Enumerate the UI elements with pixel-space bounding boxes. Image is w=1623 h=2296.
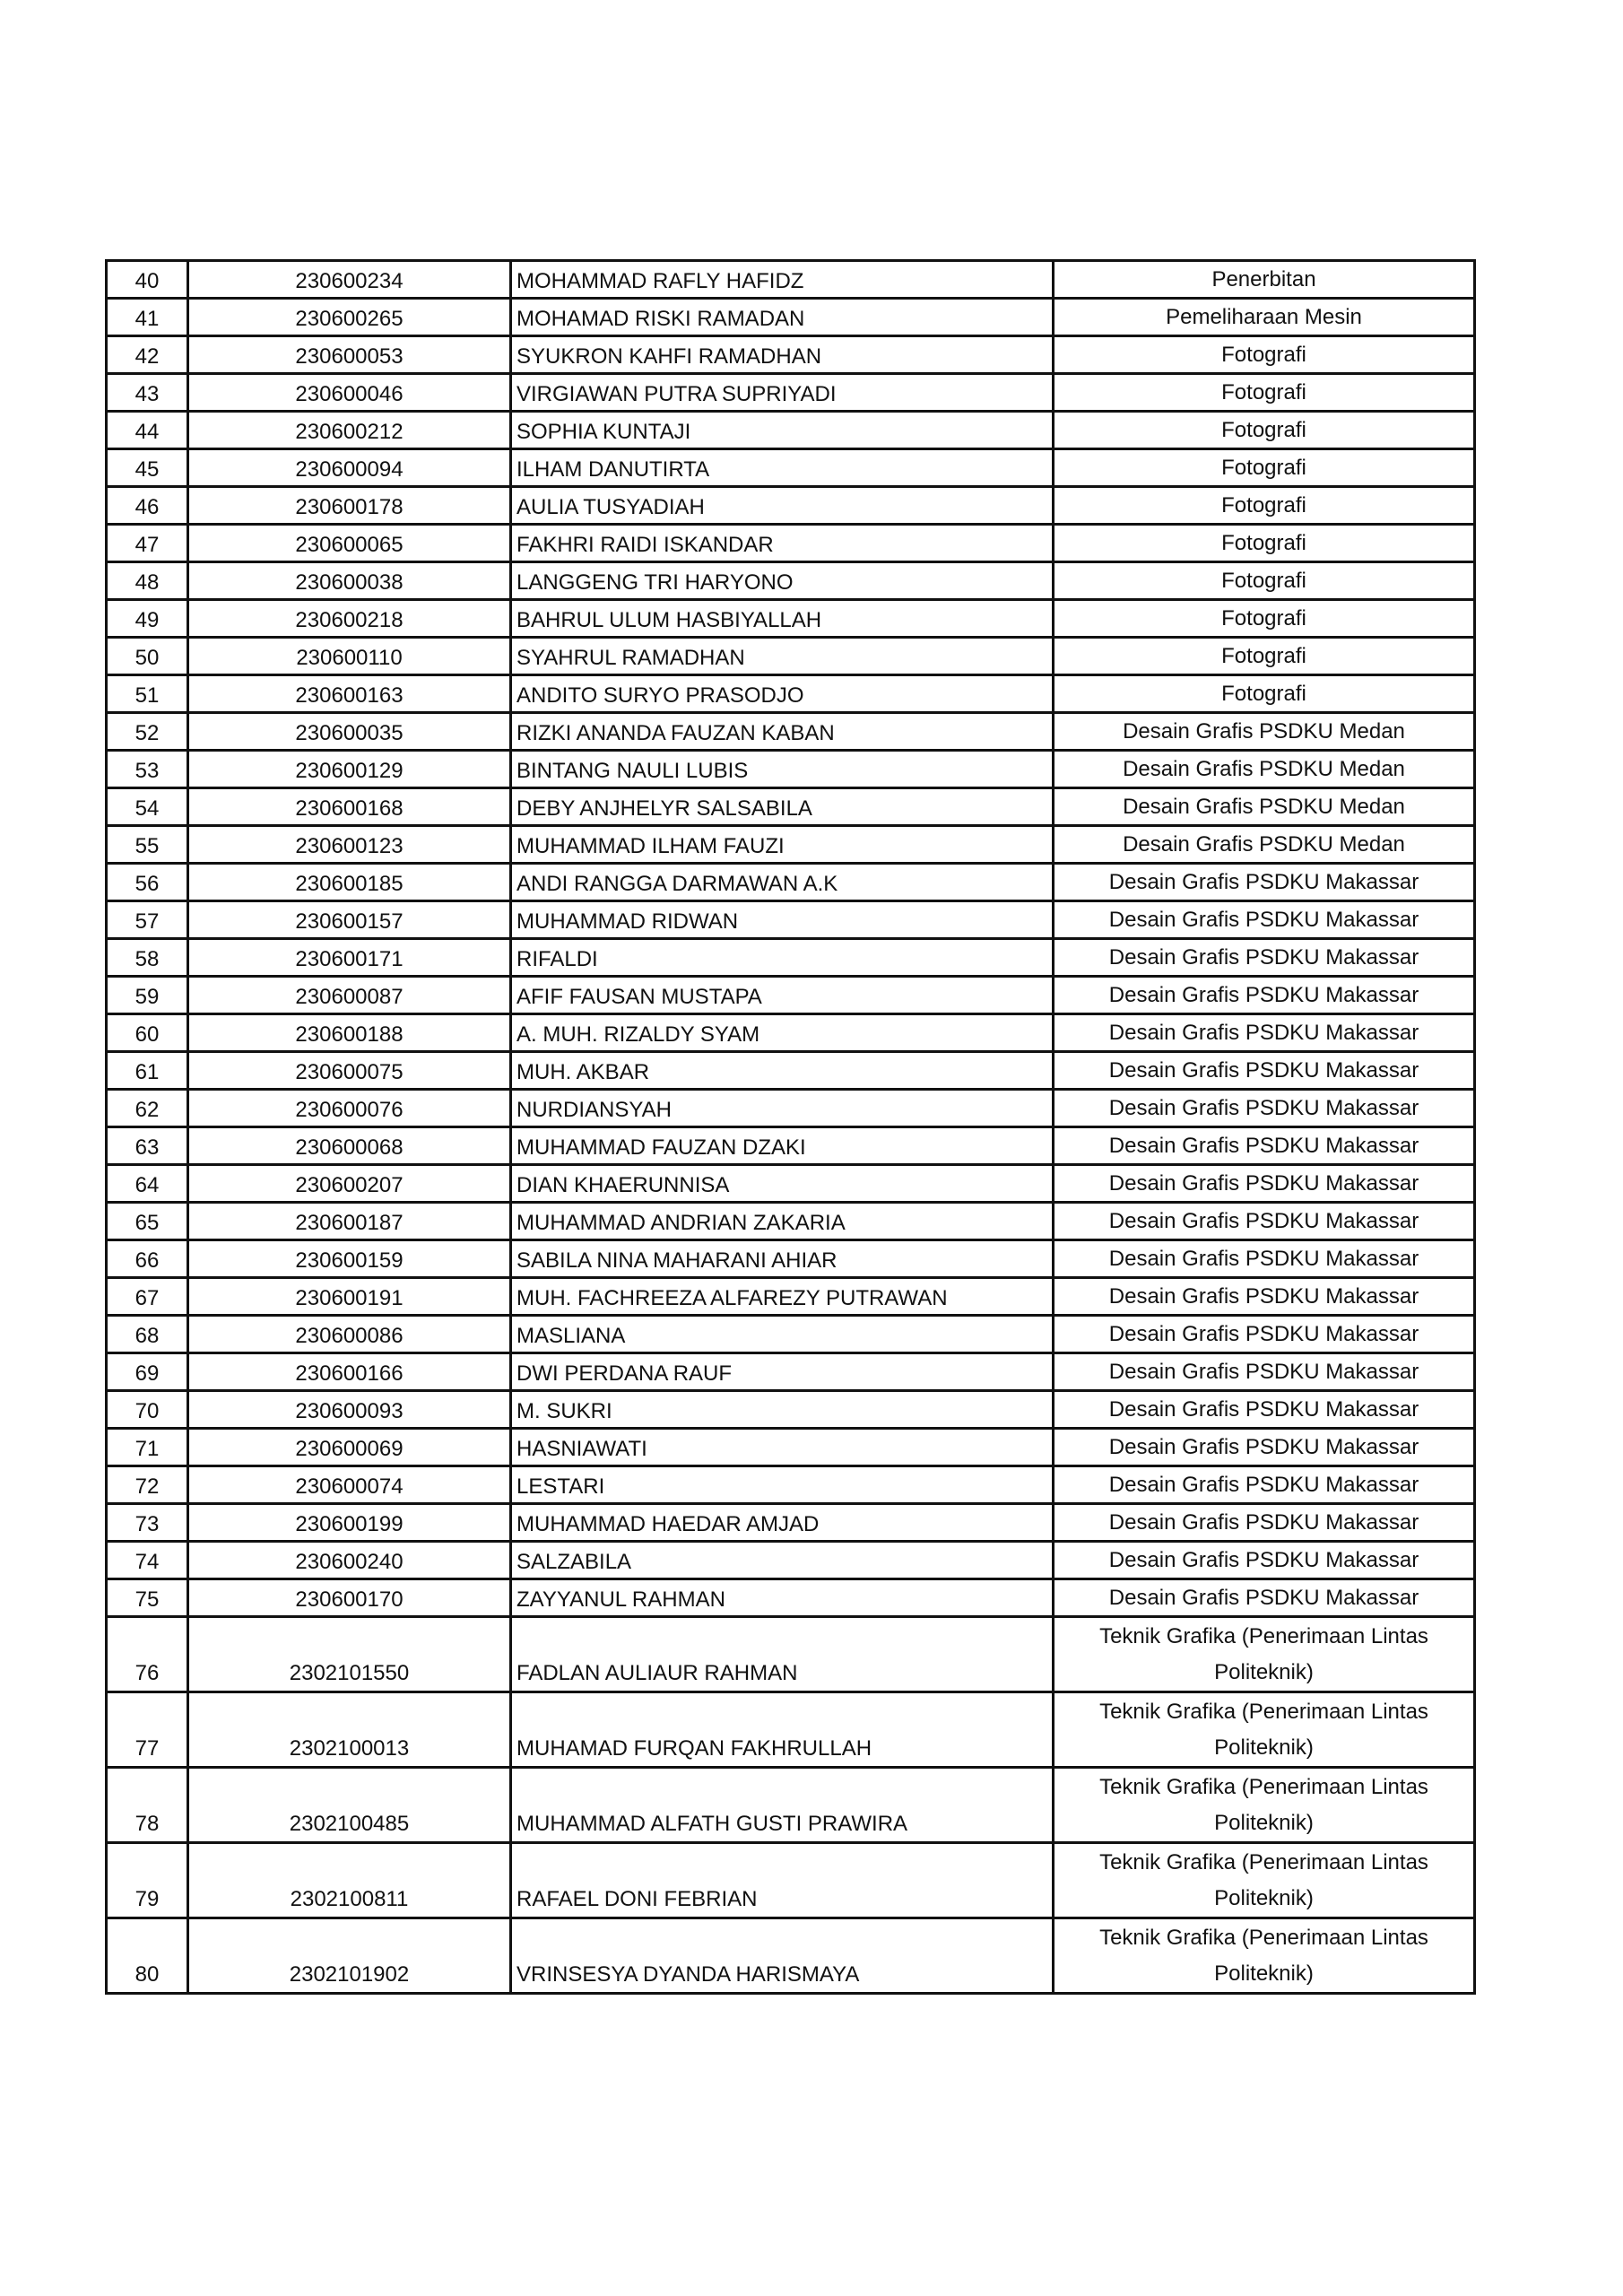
student-name-cell: BAHRUL ULUM HASBIYALLAH <box>511 600 1054 638</box>
row-number-cell: 61 <box>107 1052 188 1090</box>
student-id-cell: 2302100811 <box>188 1843 511 1918</box>
row-number-cell: 41 <box>107 299 188 336</box>
table-row <box>107 1203 1475 1240</box>
row-number-cell: 71 <box>107 1429 188 1466</box>
row-number-cell: 67 <box>107 1278 188 1316</box>
program-cell: Fotografi <box>1054 675 1475 713</box>
program-cell: Teknik Grafika (Penerimaan Lintas Politeknik) <box>1054 1843 1475 1918</box>
program-cell: Desain Grafis PSDKU Makassar <box>1054 1429 1475 1466</box>
student-id-cell: 230600157 <box>188 901 511 939</box>
student-name-cell: VIRGIAWAN PUTRA SUPRIYADI <box>511 374 1054 412</box>
table-row <box>107 525 1475 562</box>
student-id-cell: 230600170 <box>188 1579 511 1617</box>
student-name-cell: RIZKI ANANDA FAUZAN KABAN <box>511 713 1054 751</box>
student-id-cell: 230600234 <box>188 261 511 299</box>
student-name-cell: SALZABILA <box>511 1542 1054 1579</box>
student-name-cell: MOHAMAD RISKI RAMADAN <box>511 299 1054 336</box>
student-name-cell: RIFALDI <box>511 939 1054 977</box>
program-cell: Desain Grafis PSDKU Medan <box>1054 751 1475 788</box>
table-row <box>107 977 1475 1014</box>
row-number-cell: 68 <box>107 1316 188 1353</box>
program-cell: Desain Grafis PSDKU Makassar <box>1054 1353 1475 1391</box>
row-number-cell: 78 <box>107 1768 188 1843</box>
student-id-cell: 230600075 <box>188 1052 511 1090</box>
row-number-cell: 69 <box>107 1353 188 1391</box>
row-number-cell: 55 <box>107 826 188 864</box>
row-number-cell: 50 <box>107 638 188 675</box>
table-row <box>107 638 1475 675</box>
table-row <box>107 939 1475 977</box>
table-row <box>107 1014 1475 1052</box>
program-cell: Desain Grafis PSDKU Makassar <box>1054 1278 1475 1316</box>
program-cell: Desain Grafis PSDKU Makassar <box>1054 1316 1475 1353</box>
student-id-cell: 230600168 <box>188 788 511 826</box>
row-number-cell: 58 <box>107 939 188 977</box>
table-row <box>107 449 1475 487</box>
row-number-cell: 48 <box>107 562 188 600</box>
program-cell: Desain Grafis PSDKU Medan <box>1054 788 1475 826</box>
program-cell: Desain Grafis PSDKU Makassar <box>1054 1542 1475 1579</box>
program-cell: Fotografi <box>1054 449 1475 487</box>
program-cell: Desain Grafis PSDKU Makassar <box>1054 1165 1475 1203</box>
student-id-cell: 230600199 <box>188 1504 511 1542</box>
student-id-cell: 2302101902 <box>188 1918 511 1994</box>
row-number-cell: 74 <box>107 1542 188 1579</box>
table-row <box>107 1090 1475 1127</box>
table-row <box>107 374 1475 412</box>
program-cell: Desain Grafis PSDKU Makassar <box>1054 1052 1475 1090</box>
program-cell: Desain Grafis PSDKU Makassar <box>1054 1504 1475 1542</box>
table-row <box>107 1240 1475 1278</box>
table-row <box>107 1504 1475 1542</box>
row-number-cell: 56 <box>107 864 188 901</box>
program-cell: Desain Grafis PSDKU Makassar <box>1054 939 1475 977</box>
table-row <box>107 1542 1475 1579</box>
row-number-cell: 59 <box>107 977 188 1014</box>
student-name-cell: LESTARI <box>511 1466 1054 1504</box>
program-cell: Pemeliharaan Mesin <box>1054 299 1475 336</box>
row-number-cell: 60 <box>107 1014 188 1052</box>
program-cell: Desain Grafis PSDKU Medan <box>1054 713 1475 751</box>
student-id-cell: 230600076 <box>188 1090 511 1127</box>
program-cell: Desain Grafis PSDKU Medan <box>1054 826 1475 864</box>
student-roster-table <box>105 259 1476 1995</box>
table-row <box>107 487 1475 525</box>
student-name-cell: MUHAMMAD ANDRIAN ZAKARIA <box>511 1203 1054 1240</box>
student-id-cell: 230600187 <box>188 1203 511 1240</box>
student-name-cell: ANDITO SURYO PRASODJO <box>511 675 1054 713</box>
row-number-cell: 53 <box>107 751 188 788</box>
student-name-cell: MASLIANA <box>511 1316 1054 1353</box>
table-row <box>107 713 1475 751</box>
program-cell: Teknik Grafika (Penerimaan Lintas Politeknik) <box>1054 1692 1475 1768</box>
student-name-cell: MUHAMAD FURQAN FAKHRULLAH <box>511 1692 1054 1768</box>
student-id-cell: 230600046 <box>188 374 511 412</box>
student-name-cell: ILHAM DANUTIRTA <box>511 449 1054 487</box>
student-name-cell: NURDIANSYAH <box>511 1090 1054 1127</box>
table-row <box>107 299 1475 336</box>
roster-body <box>107 261 1475 1994</box>
student-id-cell: 230600171 <box>188 939 511 977</box>
table-row <box>107 826 1475 864</box>
program-cell: Teknik Grafika (Penerimaan Lintas Politeknik) <box>1054 1617 1475 1692</box>
student-id-cell: 230600123 <box>188 826 511 864</box>
student-id-cell: 230600191 <box>188 1278 511 1316</box>
student-id-cell: 230600265 <box>188 299 511 336</box>
student-name-cell: MUHAMMAD ILHAM FAUZI <box>511 826 1054 864</box>
student-id-cell: 230600035 <box>188 713 511 751</box>
row-number-cell: 64 <box>107 1165 188 1203</box>
student-name-cell: MUHAMMAD FAUZAN DZAKI <box>511 1127 1054 1165</box>
student-id-cell: 230600069 <box>188 1429 511 1466</box>
student-id-cell: 2302100013 <box>188 1692 511 1768</box>
table-row <box>107 1278 1475 1316</box>
program-cell: Fotografi <box>1054 638 1475 675</box>
row-number-cell: 80 <box>107 1918 188 1994</box>
program-cell: Teknik Grafika (Penerimaan Lintas Politeknik) <box>1054 1768 1475 1843</box>
student-id-cell: 230600038 <box>188 562 511 600</box>
table-row <box>107 864 1475 901</box>
program-cell: Desain Grafis PSDKU Makassar <box>1054 1466 1475 1504</box>
student-id-cell: 230600185 <box>188 864 511 901</box>
table-row <box>107 1692 1475 1768</box>
table-row <box>107 1391 1475 1429</box>
student-id-cell: 2302101550 <box>188 1617 511 1692</box>
student-name-cell: LANGGENG TRI HARYONO <box>511 562 1054 600</box>
row-number-cell: 62 <box>107 1090 188 1127</box>
student-id-cell: 230600207 <box>188 1165 511 1203</box>
row-number-cell: 51 <box>107 675 188 713</box>
row-number-cell: 49 <box>107 600 188 638</box>
row-number-cell: 46 <box>107 487 188 525</box>
student-id-cell: 230600086 <box>188 1316 511 1353</box>
student-name-cell: DIAN KHAERUNNISA <box>511 1165 1054 1203</box>
table-row <box>107 1579 1475 1617</box>
program-cell: Desain Grafis PSDKU Makassar <box>1054 1240 1475 1278</box>
table-row <box>107 1429 1475 1466</box>
row-number-cell: 66 <box>107 1240 188 1278</box>
student-name-cell: HASNIAWATI <box>511 1429 1054 1466</box>
student-id-cell: 230600093 <box>188 1391 511 1429</box>
program-cell: Desain Grafis PSDKU Makassar <box>1054 1391 1475 1429</box>
student-id-cell: 2302100485 <box>188 1768 511 1843</box>
student-name-cell: DWI PERDANA RAUF <box>511 1353 1054 1391</box>
student-name-cell: BINTANG NAULI LUBIS <box>511 751 1054 788</box>
student-name-cell: MUHAMMAD HAEDAR AMJAD <box>511 1504 1054 1542</box>
student-name-cell: MUH. AKBAR <box>511 1052 1054 1090</box>
row-number-cell: 54 <box>107 788 188 826</box>
program-cell: Fotografi <box>1054 412 1475 449</box>
row-number-cell: 76 <box>107 1617 188 1692</box>
program-cell: Fotografi <box>1054 487 1475 525</box>
student-name-cell: MUH. FACHREEZA ALFAREZY PUTRAWAN <box>511 1278 1054 1316</box>
table-row <box>107 1052 1475 1090</box>
program-cell: Desain Grafis PSDKU Makassar <box>1054 1014 1475 1052</box>
student-name-cell: A. MUH. RIZALDY SYAM <box>511 1014 1054 1052</box>
student-name-cell: FAKHRI RAIDI ISKANDAR <box>511 525 1054 562</box>
row-number-cell: 70 <box>107 1391 188 1429</box>
table-row <box>107 562 1475 600</box>
student-name-cell: RAFAEL DONI FEBRIAN <box>511 1843 1054 1918</box>
row-number-cell: 79 <box>107 1843 188 1918</box>
program-cell: Desain Grafis PSDKU Makassar <box>1054 1579 1475 1617</box>
student-name-cell: ANDI RANGGA DARMAWAN A.K <box>511 864 1054 901</box>
program-cell: Teknik Grafika (Penerimaan Lintas Politeknik) <box>1054 1918 1475 1994</box>
student-id-cell: 230600159 <box>188 1240 511 1278</box>
student-name-cell: VRINSESYA DYANDA HARISMAYA <box>511 1918 1054 1994</box>
row-number-cell: 77 <box>107 1692 188 1768</box>
table-row <box>107 788 1475 826</box>
row-number-cell: 63 <box>107 1127 188 1165</box>
student-id-cell: 230600110 <box>188 638 511 675</box>
student-name-cell: MUHAMMAD ALFATH GUSTI PRAWIRA <box>511 1768 1054 1843</box>
student-id-cell: 230600053 <box>188 336 511 374</box>
table-row <box>107 901 1475 939</box>
table-row <box>107 1127 1475 1165</box>
program-cell: Fotografi <box>1054 525 1475 562</box>
row-number-cell: 47 <box>107 525 188 562</box>
table-row <box>107 1165 1475 1203</box>
student-name-cell: DEBY ANJHELYR SALSABILA <box>511 788 1054 826</box>
program-cell: Desain Grafis PSDKU Makassar <box>1054 1203 1475 1240</box>
student-id-cell: 230600218 <box>188 600 511 638</box>
row-number-cell: 42 <box>107 336 188 374</box>
row-number-cell: 75 <box>107 1579 188 1617</box>
row-number-cell: 44 <box>107 412 188 449</box>
student-name-cell: MOHAMMAD RAFLY HAFIDZ <box>511 261 1054 299</box>
row-number-cell: 43 <box>107 374 188 412</box>
student-name-cell: M. SUKRI <box>511 1391 1054 1429</box>
student-name-cell: FADLAN AULIAUR RAHMAN <box>511 1617 1054 1692</box>
row-number-cell: 40 <box>107 261 188 299</box>
program-cell: Desain Grafis PSDKU Makassar <box>1054 901 1475 939</box>
program-cell: Desain Grafis PSDKU Makassar <box>1054 977 1475 1014</box>
table-row <box>107 412 1475 449</box>
student-id-cell: 230600094 <box>188 449 511 487</box>
student-name-cell: ZAYYANUL RAHMAN <box>511 1579 1054 1617</box>
table-row <box>107 1617 1475 1692</box>
row-number-cell: 57 <box>107 901 188 939</box>
row-number-cell: 73 <box>107 1504 188 1542</box>
student-name-cell: SYUKRON KAHFI RAMADHAN <box>511 336 1054 374</box>
student-name-cell: MUHAMMAD RIDWAN <box>511 901 1054 939</box>
program-cell: Desain Grafis PSDKU Makassar <box>1054 1127 1475 1165</box>
table-row <box>107 336 1475 374</box>
program-cell: Fotografi <box>1054 336 1475 374</box>
program-cell: Penerbitan <box>1054 261 1475 299</box>
program-cell: Fotografi <box>1054 374 1475 412</box>
student-id-cell: 230600212 <box>188 412 511 449</box>
student-id-cell: 230600068 <box>188 1127 511 1165</box>
student-id-cell: 230600166 <box>188 1353 511 1391</box>
table-row <box>107 1843 1475 1918</box>
program-cell: Fotografi <box>1054 600 1475 638</box>
table-row <box>107 1918 1475 1994</box>
table-row <box>107 1316 1475 1353</box>
student-id-cell: 230600074 <box>188 1466 511 1504</box>
row-number-cell: 65 <box>107 1203 188 1240</box>
table-row <box>107 600 1475 638</box>
student-id-cell: 230600129 <box>188 751 511 788</box>
row-number-cell: 72 <box>107 1466 188 1504</box>
student-id-cell: 230600163 <box>188 675 511 713</box>
row-number-cell: 52 <box>107 713 188 751</box>
program-cell: Fotografi <box>1054 562 1475 600</box>
program-cell: Desain Grafis PSDKU Makassar <box>1054 864 1475 901</box>
student-name-cell: SYAHRUL RAMADHAN <box>511 638 1054 675</box>
row-number-cell: 45 <box>107 449 188 487</box>
student-id-cell: 230600065 <box>188 525 511 562</box>
student-name-cell: SABILA NINA MAHARANI AHIAR <box>511 1240 1054 1278</box>
table-row <box>107 1353 1475 1391</box>
table-row <box>107 1768 1475 1843</box>
table-row <box>107 675 1475 713</box>
student-name-cell: AULIA TUSYADIAH <box>511 487 1054 525</box>
student-name-cell: AFIF FAUSAN MUSTAPA <box>511 977 1054 1014</box>
table-row <box>107 261 1475 299</box>
table-row <box>107 751 1475 788</box>
student-id-cell: 230600178 <box>188 487 511 525</box>
student-id-cell: 230600087 <box>188 977 511 1014</box>
student-id-cell: 230600188 <box>188 1014 511 1052</box>
student-name-cell: SOPHIA KUNTAJI <box>511 412 1054 449</box>
student-id-cell: 230600240 <box>188 1542 511 1579</box>
program-cell: Desain Grafis PSDKU Makassar <box>1054 1090 1475 1127</box>
table-row <box>107 1466 1475 1504</box>
